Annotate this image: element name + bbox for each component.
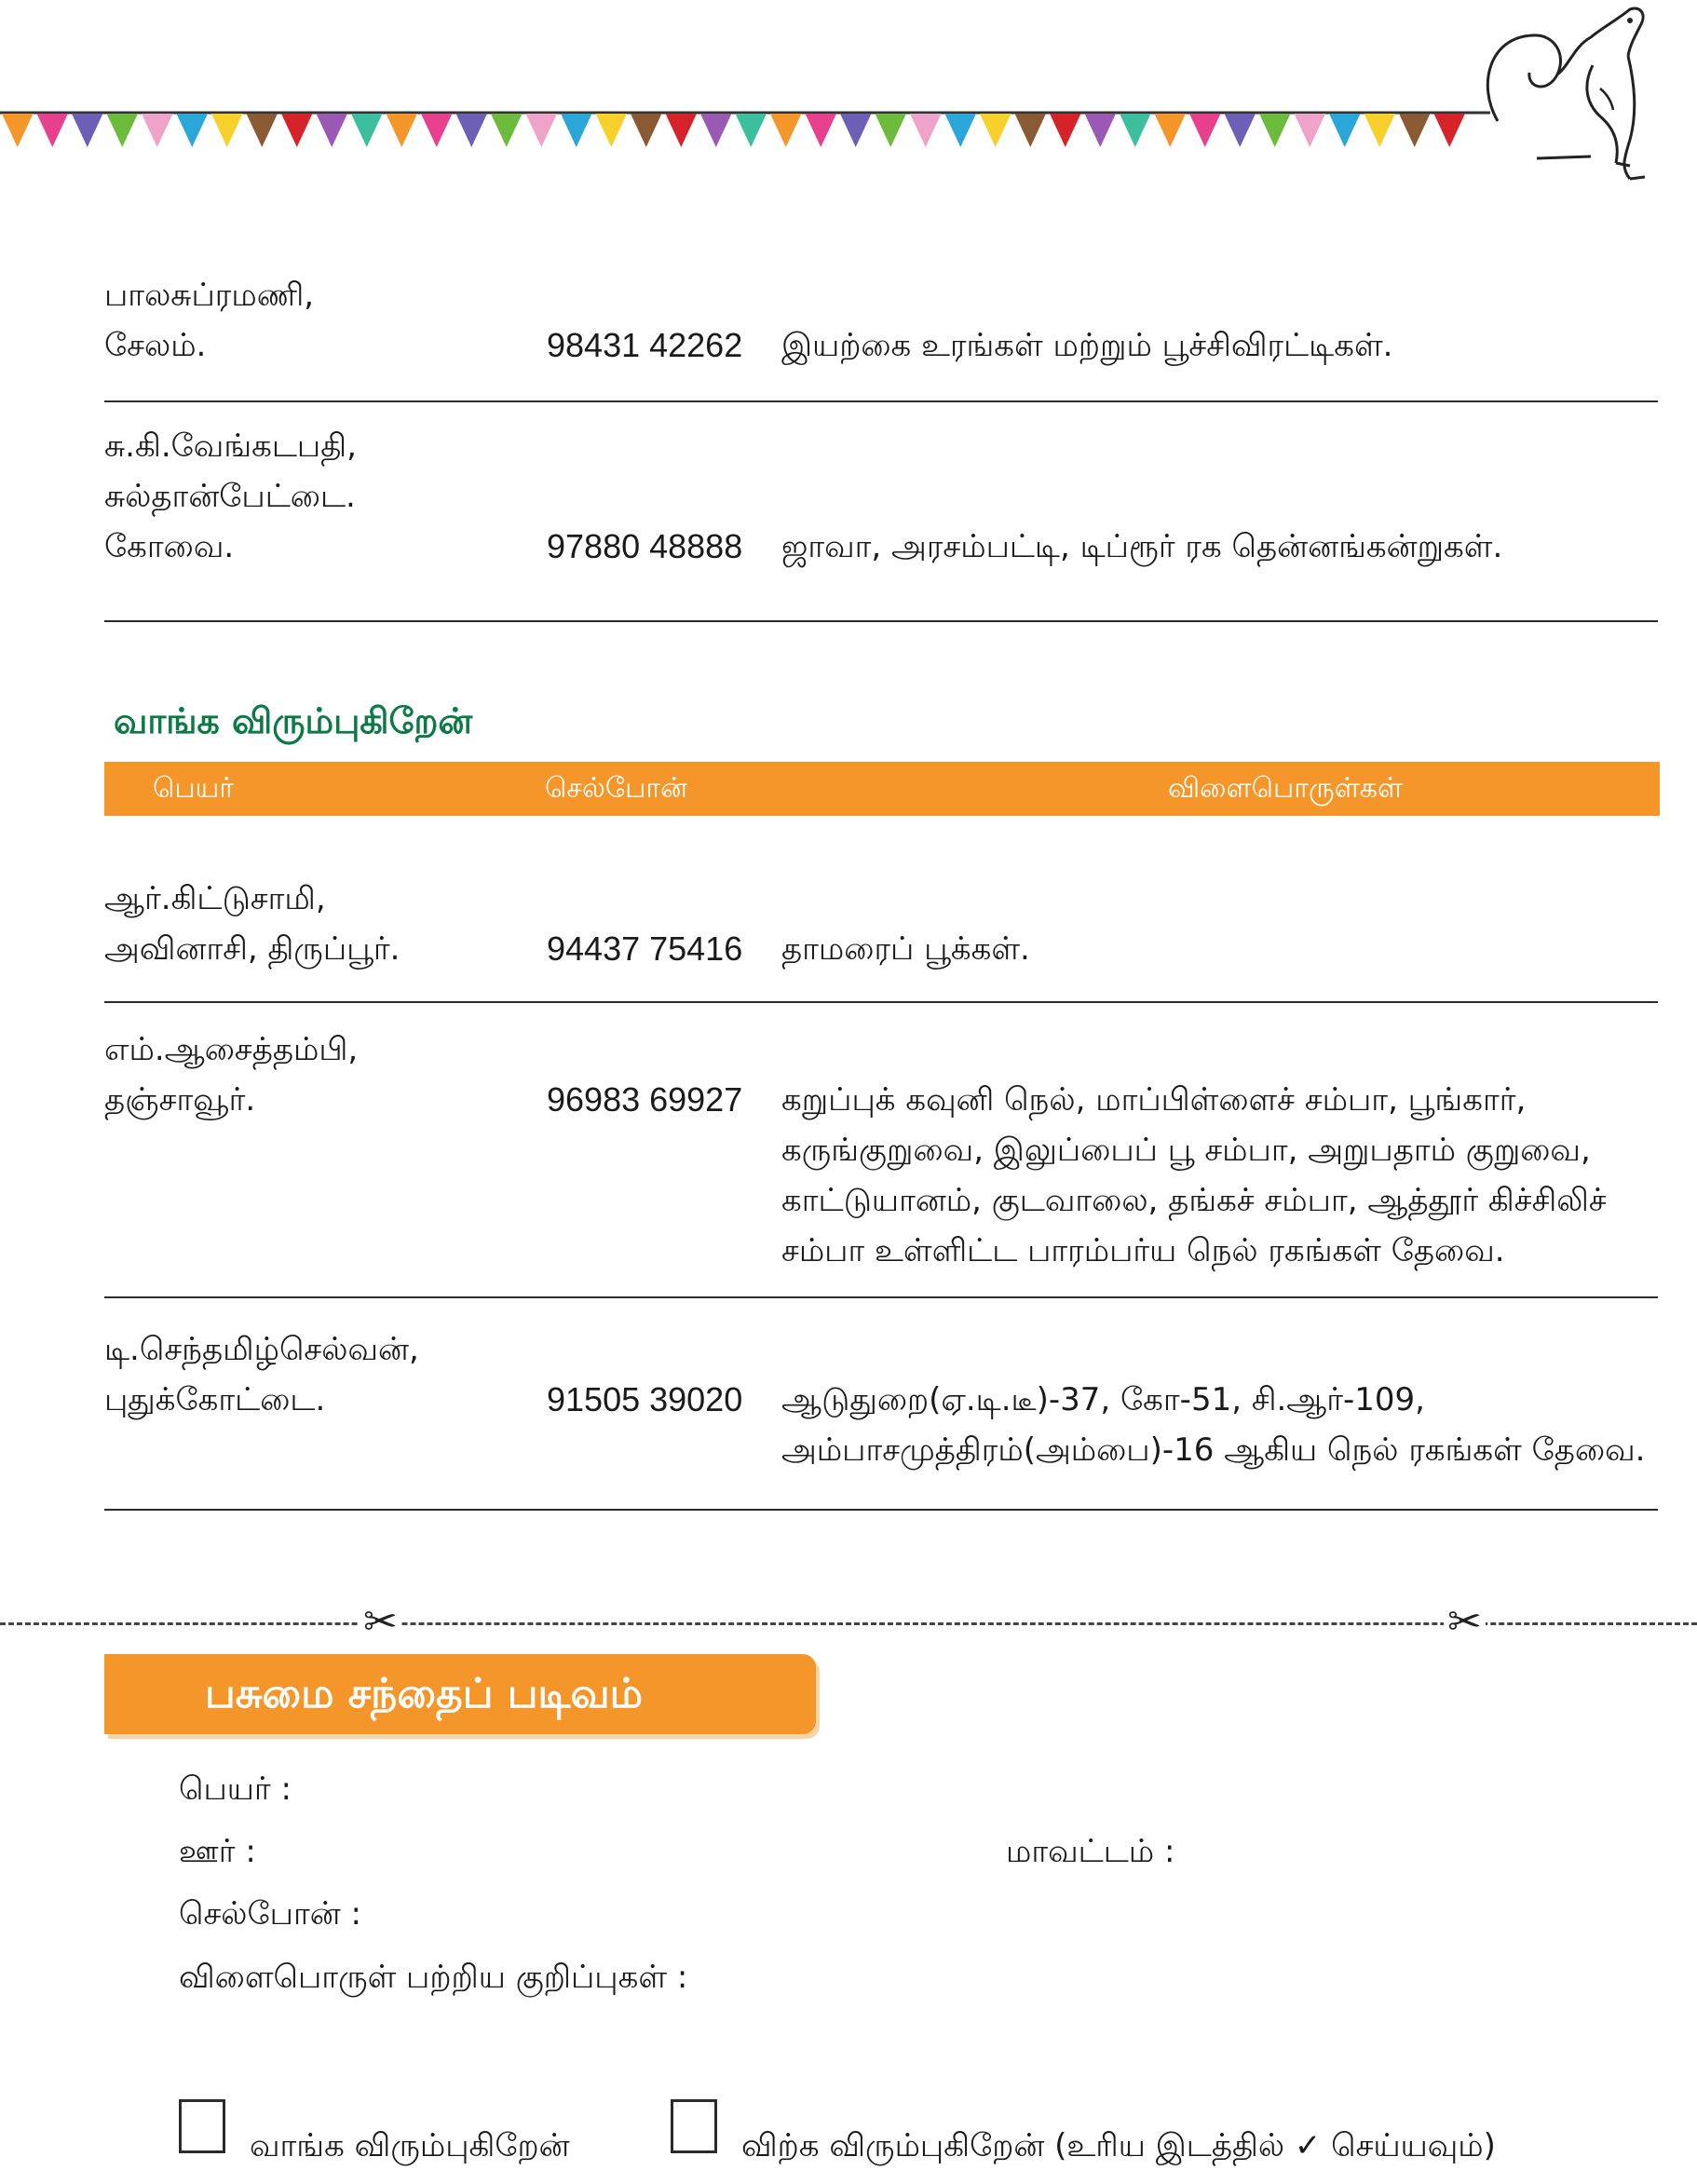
bunting-flag (456, 114, 488, 147)
seller-product: ஜாவா, அரசம்பட்டி, டிப்ரூர் ரக தென்னங்கன்றுகள். (781, 528, 1503, 565)
row-divider (104, 1296, 1658, 1298)
bunting-flag (1085, 114, 1117, 147)
buyer-product: கறுப்புக் கவுனி நெல், மாப்பிள்ளைச் சம்பா, பூங்கார், கருங்குறுவை, இலுப்பைப் பூ சம்பா, அறுபதாம் குறுவை, காட்டுயானம், குடவாலை, தங்கச் சம்பா, ஆத்தூர் கிச்சிலிச் சம்பா உள்ளிட்ட பாரம்பர்ய நெல் ரகங்கள் தேவை. (781, 1081, 1607, 1269)
header-name: பெயர் (153, 772, 235, 805)
bunting-flag (351, 114, 383, 147)
scissors-icon: ✂ (1444, 1600, 1486, 1645)
buyer-name: ஆர்.கிட்டுசாமி, அவினாசி, திருப்பூர். (104, 880, 400, 968)
seller-phone: 98431 42262 (547, 326, 743, 364)
bunting-flag (945, 114, 977, 147)
bunting-flag (37, 114, 69, 147)
bunting-flag (72, 114, 103, 147)
buyer-phone: 96983 69927 (547, 1080, 743, 1119)
phone-field-label: செல்போன் : (179, 1895, 361, 1933)
bunting-flag (317, 114, 348, 147)
header-phone: செல்போன் (545, 772, 688, 805)
district-field-label: மாவட்டம் : (1006, 1833, 1175, 1870)
name-field-label: பெயர் : (179, 1770, 292, 1808)
buy-section-title: வாங்க விரும்புகிறேன் (114, 700, 473, 741)
bunting-flag (1399, 114, 1431, 147)
buyer-product: ஆடுதுறை(ஏ.டி.டீ)-37, கோ-51, சி.ஆர்-109, அம்பாசமுத்திரம்(அம்பை)-16 ஆகிய நெல் ரகங்கள் தேவை. (781, 1381, 1646, 1469)
buy-checkbox[interactable] (179, 2099, 225, 2153)
bunting-flag (107, 114, 139, 147)
form-title-banner (104, 1654, 816, 1734)
bunting-flag (700, 114, 732, 147)
buy-table-header (104, 762, 1660, 816)
sell-checkbox-label: விற்க விரும்புகிறேன் (உரிய இடத்தில் ✓ செய்யவும்) (741, 2127, 1496, 2164)
row-divider (104, 1001, 1658, 1003)
bunting-flag (142, 114, 173, 147)
seller-product: இயற்கை உரங்கள் மற்றும் பூச்சிவிரட்டிகள். (781, 327, 1393, 364)
seller-name: பாலசுப்ரமணி, சேலம். (104, 277, 315, 364)
buyer-phone: 91505 39020 (547, 1380, 743, 1418)
buyer-phone: 94437 75416 (547, 929, 743, 968)
bunting-flag (491, 114, 523, 147)
bunting-flag (806, 114, 837, 147)
seller-phone: 97880 48888 (547, 527, 743, 565)
bunting-flag (736, 114, 767, 147)
bunting-flag (1259, 114, 1291, 147)
bunting-flag (421, 114, 453, 147)
buyer-name: டி.செந்தமிழ்செல்வன், புதுக்கோட்டை. (104, 1331, 419, 1418)
bunting-flag (526, 114, 558, 147)
row-divider (104, 1509, 1658, 1511)
bunting-flag (1364, 114, 1396, 147)
bunting-flag (1120, 114, 1151, 147)
bunting-flag (596, 114, 628, 147)
bunting-flag (840, 114, 872, 147)
bunting-flag (910, 114, 942, 147)
bunting-flag (1155, 114, 1187, 147)
row-divider (104, 400, 1658, 402)
bunting-flag (876, 114, 907, 147)
form-title: பசுமை சந்தைப் படிவம் (205, 1670, 644, 1717)
header-product: விளைபொருள்கள் (1168, 772, 1404, 805)
village-field-label: ஊர் : (179, 1833, 256, 1870)
bunting-flag (980, 114, 1011, 147)
sell-checkbox[interactable] (671, 2099, 717, 2153)
bunting-flag (770, 114, 802, 147)
buyer-name: எம்.ஆசைத்தம்பி, தஞ்சாவூர். (104, 1031, 359, 1119)
bunting-flag (177, 114, 209, 147)
bunting-flag (1329, 114, 1361, 147)
buyer-product: தாமரைப் பூக்கள். (781, 930, 1030, 968)
bunting-flag (631, 114, 662, 147)
bunting-flag (2, 114, 34, 147)
bunting-flag (666, 114, 698, 147)
buy-checkbox-label: வாங்க விரும்புகிறேன் (250, 2127, 570, 2164)
bunting-flag (1050, 114, 1081, 147)
bunting-flag (1015, 114, 1047, 147)
bunting-flag (561, 114, 592, 147)
scissors-icon: ✂ (360, 1600, 401, 1645)
notes-field-label: விளைபொருள் பற்றிய குறிப்புகள் : (179, 1959, 688, 1996)
bunting-flag (1225, 114, 1256, 147)
bunting-flag (1295, 114, 1326, 147)
bunting-decoration (0, 110, 1490, 153)
bunting-flag (387, 114, 418, 147)
bunting-flag (281, 114, 313, 147)
row-divider (104, 620, 1658, 622)
bunting-flag (1434, 114, 1466, 147)
seller-name: சு.கி.வேங்கடபதி, சுல்தான்பேட்டை. கோவை. (104, 427, 357, 565)
squirrel-icon (1481, 0, 1667, 186)
bunting-flag (247, 114, 278, 147)
cut-line (0, 1622, 1697, 1625)
bunting-flag (1189, 114, 1221, 147)
bunting-flag (211, 114, 243, 147)
